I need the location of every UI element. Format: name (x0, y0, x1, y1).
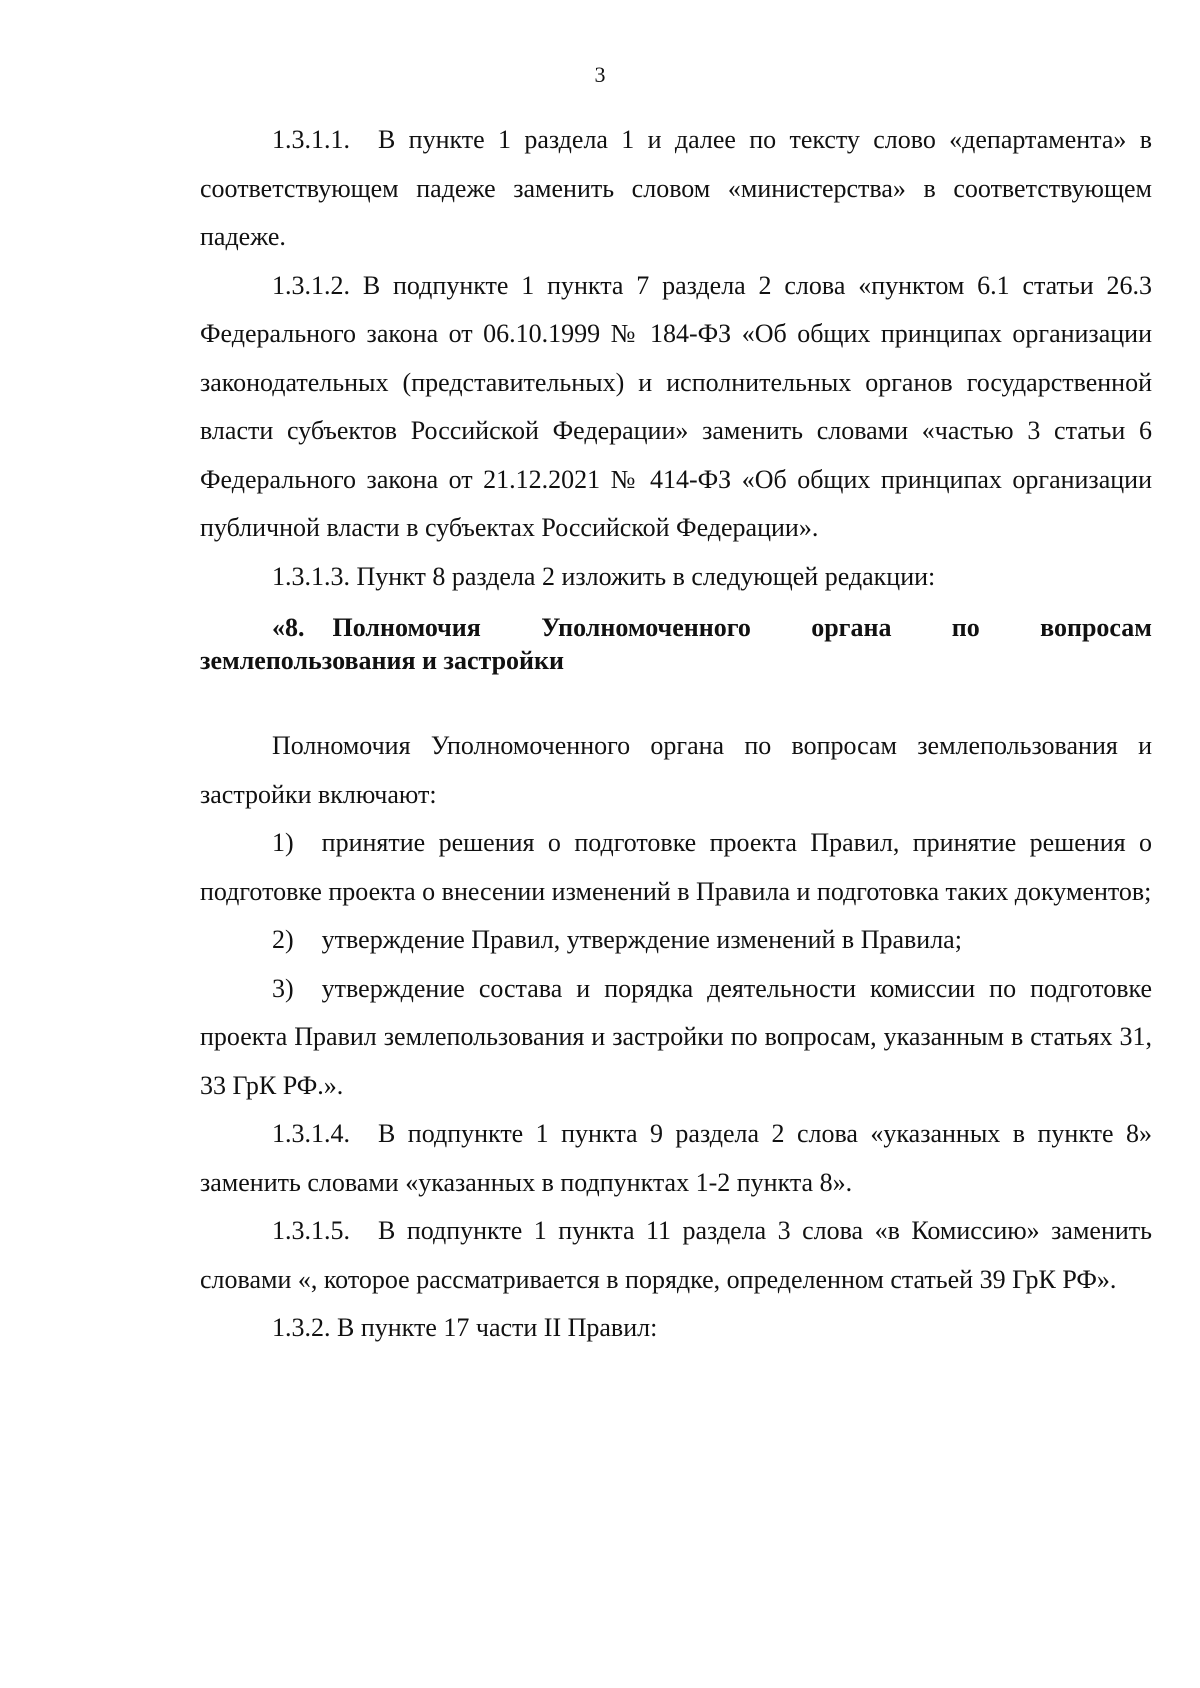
paragraph-1-3-1-5 (200, 1207, 1152, 1304)
heading-text: Полномочия Уполномоченного органа по вопросам землепользования и застройки (200, 613, 1152, 675)
paragraph-label: 1.3.2. (272, 1313, 331, 1342)
list-item-2 (200, 916, 1152, 965)
list-item-text: утверждение Правил, утверждение изменений в Правила; (321, 925, 962, 954)
paragraph-text: Пункт 8 раздела 2 изложить в следующей редакции: (356, 561, 936, 591)
section-heading-8 (200, 611, 1152, 677)
heading-label: «8. (272, 613, 305, 642)
list-item-text: утверждение состава и порядка деятельности комиссии по подготовке проекта Правил землепользования и застройки по вопросам, указанным в статьях 31, 33 ГрК РФ.». (200, 973, 1152, 1100)
paragraph-text: В подпункте 1 пункта 11 раздела 3 слова «в Комиссию» заменить словами «, которое рассматривается в порядке, определенном статьей 39 ГрК РФ». (200, 1216, 1152, 1294)
list-item-1 (200, 819, 1152, 916)
paragraph-1-3-2 (200, 1304, 1152, 1353)
list-item-label: 2) (272, 925, 294, 954)
list-item-3 (200, 965, 1152, 1111)
paragraph-intro (200, 722, 1152, 819)
paragraph-1-3-1-4 (200, 1110, 1152, 1207)
paragraph-label: 1.3.1.5. (272, 1216, 350, 1245)
paragraph-text: В пункте 17 части II Правил: (337, 1313, 658, 1342)
paragraph-1-3-1-1 (200, 116, 1152, 262)
paragraph-label: 1.3.1.3. (272, 561, 350, 591)
list-item-text: принятие решения о подготовке проекта Правил, принятие решения о подготовке проекта о внесении изменений в Правила и подготовка таких документов; (200, 828, 1152, 906)
paragraph-1-3-1-2 (200, 262, 1152, 553)
paragraph-text: В пункте 1 раздела 1 и далее по тексту слово «департамента» в соответствующем падеже заменить словом «министерства» в соответствующем падеже. (200, 125, 1152, 251)
paragraph-label: 1.3.1.4. (272, 1119, 350, 1148)
paragraph-text: В подпункте 1 пункта 9 раздела 2 слова «указанных в пункте 8» заменить словами «указанных в подпунктах 1-2 пункта 8». (200, 1119, 1152, 1197)
paragraph-text: Полномочия Уполномоченного органа по вопросам землепользования и застройки включают: (200, 731, 1152, 809)
paragraph-text: В подпункте 1 пункта 7 раздела 2 слова «пунктом 6.1 статьи 26.3 Федерального закона от 06.10.1999 № 184-ФЗ «Об общих принципах организации законодательных (представительных) и исполнительных органов государственной власти субъектов Российской Федерации» заменить словами «частью 3 статьи 6 Федерального закона от 21.12.2021 № 414-ФЗ «Об общих принципах организации публичной власти в субъектах Российской Федерации». (200, 270, 1153, 542)
list-item-label: 3) (272, 973, 294, 1003)
document-body (200, 116, 1152, 1353)
list-item-label: 1) (272, 828, 294, 857)
paragraph-1-3-1-3 (200, 553, 1152, 602)
page-number: 3 (594, 62, 606, 87)
paragraph-label: 1.3.1.2. (272, 270, 350, 300)
paragraph-label: 1.3.1.1. (272, 125, 350, 154)
